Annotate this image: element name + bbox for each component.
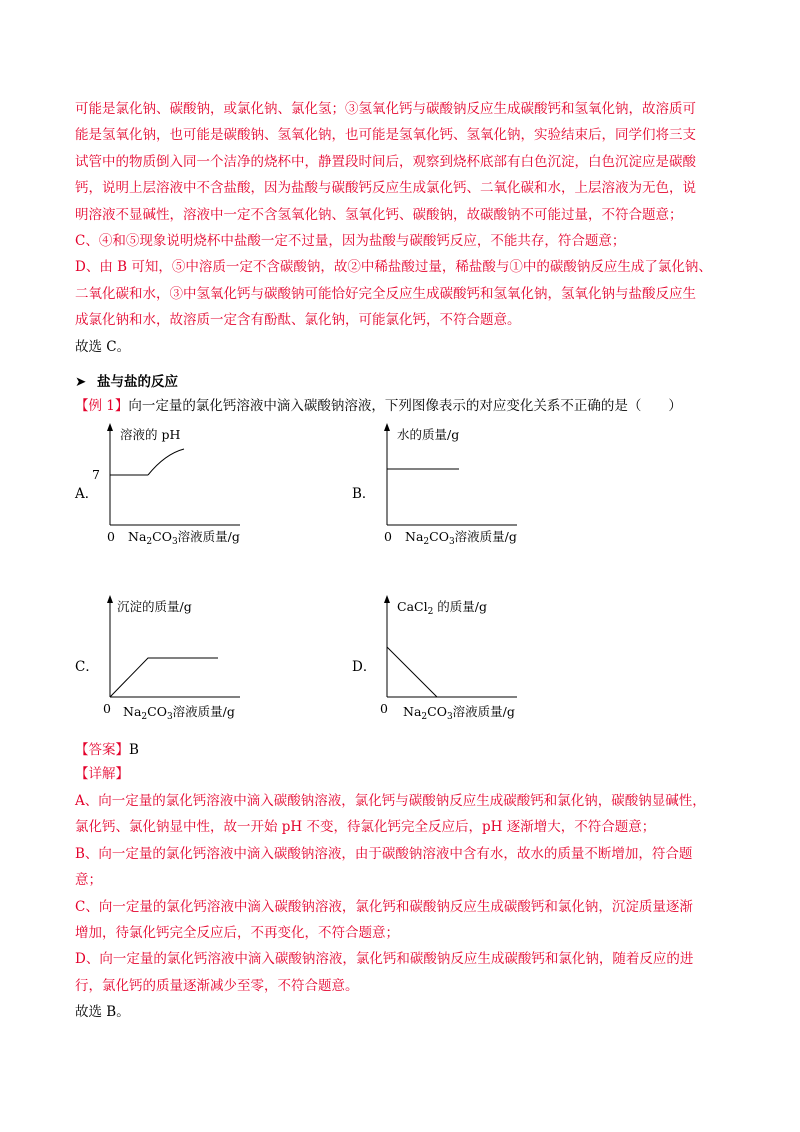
graph-a xyxy=(92,420,280,550)
curve-rise xyxy=(148,449,184,475)
option-b-letter: B． xyxy=(352,486,376,502)
y-axis-arrow-icon xyxy=(107,595,113,603)
origin-label: 0 xyxy=(384,529,392,544)
origin-label: 0 xyxy=(107,529,115,544)
detail-explanation xyxy=(75,788,735,1026)
x-axis-label: $Na_2CO_3$溶液质量/g xyxy=(123,704,235,722)
solution-line: 可能是氯化钠、碳酸钠，或氯化钠、氯化氢；③氢氧化钙与碳酸钠反应生成碳酸钙和氢氧化钠，故溶质可 xyxy=(75,101,696,117)
solution-line: 能是氢氧化钠，也可能是碳酸钠、氢氧化钠，也可能是氢氧化钙、氢氧化钠，实验结束后，同学们将三支 xyxy=(75,127,696,144)
graph-c xyxy=(100,592,280,722)
question-text: 向一定量的氯化钙溶液中滴入碳酸钠溶液，下列图像表示的对应变化关系不正确的是（ ） xyxy=(128,398,682,414)
detail-line: 意； xyxy=(75,872,102,889)
section-heading xyxy=(75,370,178,390)
solution-line: C、④和⑤现象说明烧杯中盐酸一定不过量，因为盐酸与碳酸钙反应，不能共存，符合题意； xyxy=(75,233,626,250)
detail-tag: 【详解】 xyxy=(75,766,129,782)
y-axis-arrow-icon xyxy=(384,423,390,431)
y-axis-label: 水的质量/g xyxy=(397,427,460,442)
detail-line: D、向一定量的氯化钙溶液中滴入碳酸钠溶液，氯化钙和碳酸钠反应生成碳酸钙和氯化钠，随着反应的进 xyxy=(75,951,694,968)
solution-line: 明溶液不显碱性，溶液中一定不含氢氧化钠、氢氧化钙、碳酸钠，故碳酸钠不可能过量，不符合题意； xyxy=(75,206,683,223)
solution-line: 钙，说明上层溶液中不含盐酸，因为盐酸与碳酸钙反应生成氯化钙、二氧化碳和水，上层溶液为无色，说 xyxy=(75,180,696,197)
detail-line: 氯化钙、氯化钠显中性，故一开始 pH 不变，待氯化钙完全反应后，pH 逐渐增大，不符合题意； xyxy=(75,819,656,836)
y-axis-arrow-icon xyxy=(384,595,390,603)
detail-line: 行，氯化钙的质量逐渐减少至零，不符合题意。 xyxy=(75,977,359,994)
solution-line: 试管中的物质倒入同一个洁净的烧杯中，静置段时间后，观察到烧杯底部有白色沉淀，白色沉淀应是碳酸 xyxy=(75,153,696,170)
answer-tag: 【答案】 xyxy=(75,742,129,758)
arrow-icon: ➤ xyxy=(75,374,87,390)
question xyxy=(75,396,682,416)
graph-b xyxy=(377,420,557,550)
detail-line: B、向一定量的氯化钙溶液中滴入碳酸钠溶液，由于碳酸钠溶液中含有水，故水的质量不断增加，符合题 xyxy=(75,845,693,862)
detail-line: A、向一定量的氯化钙溶液中滴入碳酸钠溶液，氯化钙与碳酸钠反应生成碳酸钙和氯化钠，碳酸钠显碱性， xyxy=(75,793,706,809)
y-axis-arrow-icon xyxy=(107,423,113,431)
option-c-letter: C． xyxy=(75,659,99,675)
detail-conclusion: 故选 B。 xyxy=(75,1004,130,1021)
question-tag: 【例 1】 xyxy=(75,398,129,414)
x-axis-label: $Na_2CO_3$溶液质量/g xyxy=(128,529,240,547)
origin-label: 0 xyxy=(103,701,111,716)
x-axis-label: $Na_2CO_3$溶液质量/g xyxy=(403,704,515,722)
solution-line: 成氯化钠和水，故溶质一定含有酚酞、氯化钠，可能氯化钙，不符合题意。 xyxy=(75,312,521,329)
solution-line: 二氧化碳和水，③中氢氧化钙与碳酸钠可能恰好完全反应生成碳酸钙和氢氧化钠，氢氧化钠与盐酸反应生 xyxy=(75,285,696,302)
y-axis-label: CaCl$_2$ 的质量/g xyxy=(397,599,488,617)
y-axis-label: 溶液的 pH xyxy=(120,427,181,442)
origin-label: 0 xyxy=(380,701,388,716)
solution-conclusion: 故选 C。 xyxy=(75,338,131,355)
section-title: 盐与盐的反应 xyxy=(97,374,178,390)
y-axis-label: 沉淀的质量/g xyxy=(117,599,192,614)
answer-value: B xyxy=(129,742,139,758)
curve xyxy=(387,647,437,697)
tick-label: 7 xyxy=(92,467,100,482)
x-axis-label: $Na_2CO_3$溶液质量/g xyxy=(405,529,517,547)
detail-line: 增加，待氯化钙完全反应后，不再变化，不符合题意； xyxy=(75,925,399,942)
detail-line: C、向一定量的氯化钙溶液中滴入碳酸钠溶液，氯化钙和碳酸钠反应生成碳酸钙和氯化钠，沉淀质量逐渐 xyxy=(75,898,693,915)
graph-d xyxy=(377,592,557,722)
solution-line: D、由 B 可知，⑤中溶质一定不含碳酸钠，故②中稀盐酸过量，稀盐酸与①中的碳酸钠反应生成了氯化钠、 xyxy=(75,259,712,276)
option-a-letter: A． xyxy=(75,486,99,502)
detail-heading xyxy=(75,762,129,786)
curve xyxy=(110,658,218,697)
previous-solution xyxy=(75,96,735,360)
answer xyxy=(75,738,139,762)
option-d-letter: D． xyxy=(352,659,377,675)
